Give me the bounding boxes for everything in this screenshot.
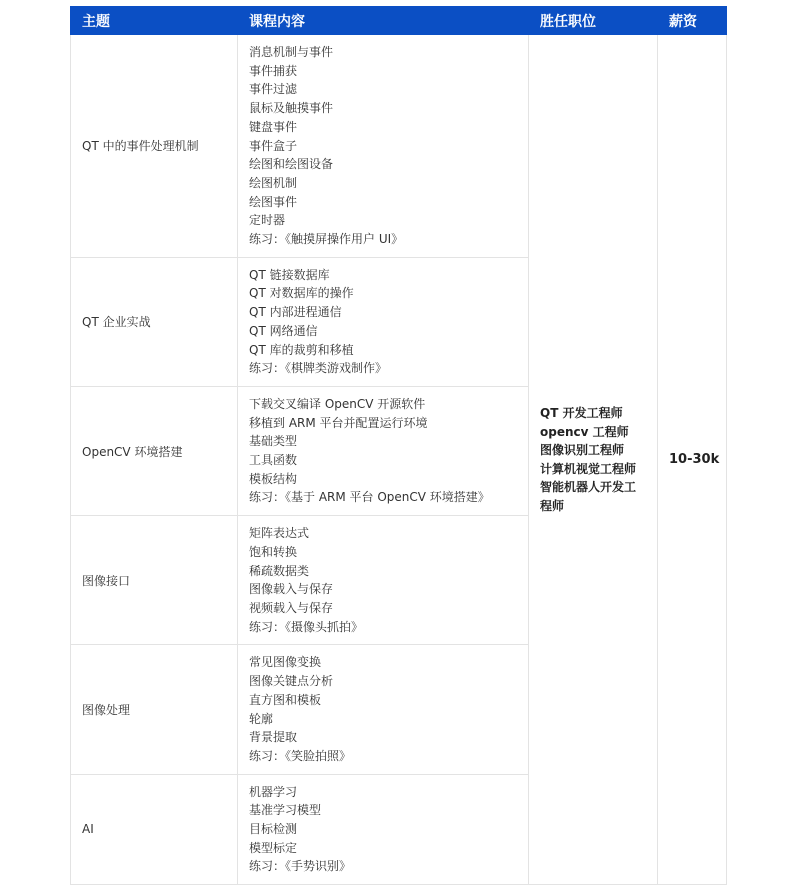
position-item: QT 开发工程师 [540, 406, 623, 421]
content-item: 图像载入与保存 [249, 582, 334, 597]
content-cell [238, 257, 529, 386]
content-item: 矩阵表达式 [249, 526, 310, 541]
content-item: 模型标定 [249, 840, 298, 855]
content-item: 移植到 ARM 平台并配置运行环境 [249, 415, 428, 430]
position-item: opencv 工程师 [540, 424, 629, 439]
content-item: QT 对数据库的操作 [249, 286, 354, 301]
content-item: 视频载入与保存 [249, 600, 334, 615]
topic-cell: 图像接口 [71, 516, 238, 645]
content-item: 消息机制与事件 [249, 45, 334, 59]
content-item: 绘图机制 [249, 175, 298, 190]
header-row [71, 7, 727, 35]
content-item: QT 链接数据库 [249, 267, 330, 282]
content-item: QT 库的裁剪和移植 [249, 342, 354, 357]
topic-cell: QT 企业实战 [71, 257, 238, 386]
content-item: 练习：《基于 ARM 平台 OpenCV 环境搭建》 [249, 490, 490, 505]
content-item: 绘图事件 [249, 194, 298, 209]
salary-cell: 10-30k [658, 35, 727, 885]
content-item: 绘图和绘图设备 [249, 157, 334, 172]
content-item: 机器学习 [249, 784, 298, 799]
positions-cell [529, 35, 658, 885]
content-item: 基准学习模型 [249, 803, 322, 818]
content-item: 键盘事件 [249, 119, 298, 134]
content-item: 定时器 [249, 213, 286, 228]
content-cell [238, 645, 529, 774]
content-item: 目标检测 [249, 822, 298, 837]
content-item: 基础类型 [249, 434, 298, 449]
topic-cell: QT 中的事件处理机制 [71, 35, 238, 258]
topic-cell: OpenCV 环境搭建 [71, 386, 238, 515]
content-item: 练习：《棋牌类游戏制作》 [249, 361, 388, 376]
position-item: 程师 [540, 498, 565, 513]
position-item: 图像识别工程师 [540, 443, 625, 458]
header-topic: 主题 [71, 7, 238, 35]
content-item: 直方图和模板 [249, 692, 322, 707]
content-item: 下载交叉编译 OpenCV 开源软件 [249, 396, 426, 411]
content-item: QT 网络通信 [249, 323, 318, 338]
content-item: 工具函数 [249, 453, 298, 468]
curriculum-table-wrapper [70, 6, 726, 885]
content-item: 模板结构 [249, 471, 298, 486]
content-cell [238, 516, 529, 645]
content-item: 练习：《手势识别》 [249, 859, 352, 874]
content-item: 事件盒子 [249, 138, 298, 153]
header-position: 胜任职位 [529, 7, 658, 35]
content-item: 练习：《摄像头抓拍》 [249, 619, 364, 634]
content-item: 饱和转换 [249, 544, 298, 559]
content-item: 事件捕获 [249, 63, 298, 78]
content-item: 轮廓 [249, 711, 274, 726]
content-cell [238, 386, 529, 515]
position-item: 智能机器人开发工 [540, 480, 637, 495]
content-item: 鼠标及触摸事件 [249, 101, 334, 116]
position-item: 计算机视觉工程师 [540, 461, 637, 476]
content-item: 练习：《笑脸拍照》 [249, 748, 352, 763]
content-item: QT 内部进程通信 [249, 305, 342, 320]
content-item: 事件过滤 [249, 82, 298, 97]
header-content: 课程内容 [238, 7, 529, 35]
content-cell [238, 35, 529, 258]
header-salary: 薪资 [658, 7, 727, 35]
content-cell [238, 774, 529, 885]
content-item: 背景提取 [249, 730, 298, 745]
curriculum-table [70, 6, 727, 885]
table-body [71, 35, 727, 885]
content-item: 图像关键点分析 [249, 674, 334, 689]
content-item: 稀疏数据类 [249, 563, 310, 578]
content-item: 常见图像变换 [249, 655, 322, 670]
table-row [71, 35, 727, 258]
topic-cell: AI [71, 774, 238, 885]
topic-cell: 图像处理 [71, 645, 238, 774]
content-item: 练习：《触摸屏操作用户 UI》 [249, 232, 404, 247]
